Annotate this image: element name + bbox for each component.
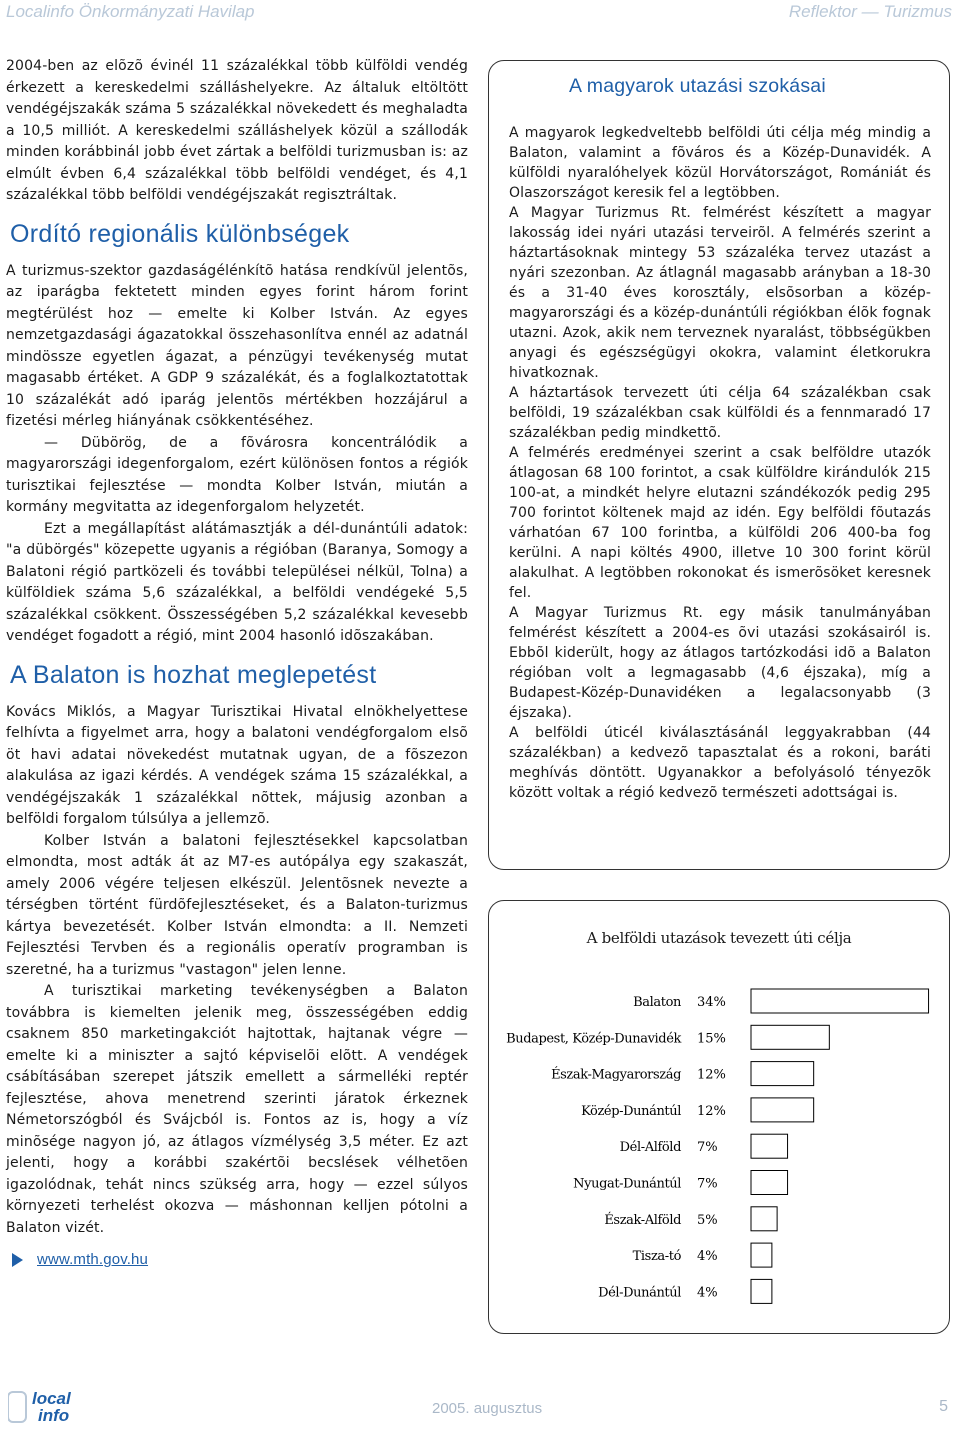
value-label: 34% [697, 995, 726, 1010]
category-label: Közép-Dunántúl [581, 1103, 681, 1119]
subheading: Ordító regionális különbségek [10, 219, 350, 248]
value-label: 12% [697, 1067, 726, 1083]
article-main [6, 56, 468, 1271]
source-link[interactable]: www.mth.gov.hu [37, 1251, 149, 1268]
paragraph: A turisztikai marketing tevékenységben a Balaton továbbra is kiemelten jelenik meg, összességében eddig csaknem 850 marketingakciót hajtottak, hajtanak végre — emelte ki a miniszter a sajtó képviselõi elõtt. A vendégek csábításában szerepet játszik emellett a sármelléki reptér fejlesztése, ahova menetrend szerinti járatok érkeznek Németorszógból és Svájcból is. Fontos az is, hogy a víz minõsége nagyon jó, az átlagos vízmélység 3,5 méter. Ez azt jelenti, hogy a korábbi szakértõi becslések vélhetõen igazolódnak, tehát nincs szükség arra, hogy — ezzel súlyos környezeti terhelést okozva — máshonnan kelljen pótolni a Balaton vizét. [6, 983, 468, 1236]
paragraph: A magyarok legkedveltebb belföldi úti célja még mindig a Balaton, valamint a fõváros és a Közép-Dunavidék. A külföldi nyaralóhelyek közül Horvátországot, Romániát és Olaszországot keresik fel a legtöbben. [509, 125, 931, 201]
paragraph: — Dübörög, de a fõvárosra koncentrálódik a magyarországi idegenforgalom, ezért különösen fontos a régiók turisztikai fejlesztése — mondta Kolber István, miután a kormány megvitatta az idegenforgalom helyzetét. [6, 434, 468, 515]
category-label: Észak-Magyarország [551, 1067, 681, 1083]
category-label: Budapest, Közép-Dunavidék [506, 1031, 681, 1047]
logo-text-1: local [32, 1389, 71, 1408]
value-label: 4% [697, 1285, 718, 1301]
bar [751, 1025, 829, 1049]
paragraph: A belföldi úticél kiválasztásánál leggyakrabban (44 százalékban) a kedvezõ tapasztalat és a rokoni, baráti meghívás döntött. Ugyanakkor a befolyásoló tényezõk között voltak a régió kedvezõ természeti adottságai is. [509, 725, 931, 801]
category-label: Nyugat-Dunántúl [573, 1176, 681, 1192]
sidebar-text [509, 123, 931, 803]
header-publication: Localinfo Önkormányzati Havilap [6, 2, 255, 21]
paragraph: 2004-ben az elõzõ évinél 11 százalékkal több külföldi vendég érkezett a kereskedelmi szálláshelyekre. Az általuk eltöltött vendégéjszakák száma 5 százalékkal növekedett és meghaladta a 10,5 milliót. A kereskedelmi szálláshelyek közül a szállodák minden korábbinál jobb évet zártak a belföldi turizmusban is: az elmúlt évben 6,4 százalékkal több belföldi vendéget, és 4,1 százalékkal több belföldi vendégéjszakát regisztráltak. [6, 58, 468, 203]
localinfo-logo [8, 1388, 100, 1428]
bar [751, 1243, 772, 1267]
chart-title: A belföldi utazások tevezett úti célja [586, 929, 852, 947]
value-label: 4% [697, 1249, 718, 1265]
header-section: Reflektor — Turizmus [788, 2, 952, 21]
category-label: Dél-Dunántúl [598, 1285, 681, 1301]
paragraph: A turizmus-szektor gazdaságélénkítõ hatása rendkívül jelentõs, az iparágba fektetett minden egyes forint három forint megtérülést hoz — emelte ki Kolber István. Az egyes nemzetgazdasági ágazatokkal összehasonlítva ennél az adatnál mindössze egyetlen ágazat, a pénzügyi tevékenység mutat magasabb értéket. A GDP 9 százalékát, és a foglalkoztatottak 10 százalékát adó iparág jelentõs mértékben hozzájárul a fizetési mérleg hiányának csökkentéséhez. [6, 262, 468, 429]
paragraph: A felmérés eredményei szerint a csak belföldre utazók átlagosan 68 100 forintot, a csak külföldre kirándulók 215 100-at, a mindkét helyre elutazni szándékozók pedig 295 700 forintot költenek majd az idén. Egy belföldi fõutazás várhatóan 67 100 forintba, a külföldi 206 400-ba fog kerülni. A napi költés 4900, illetve 10 300 forint körül alakulhat. A legtöbben rokonokat és ismerõsöket keresnek fel. [509, 445, 931, 601]
paragraph: A háztartások tervezett úti célja 64 százalékban csak belföldi, 19 százalékban csak külföldi és a fennmaradó 17 százalékban pedig mindkettõ. [509, 385, 931, 441]
source-line [6, 1249, 468, 1271]
bar [751, 1207, 777, 1231]
value-label: 12% [697, 1103, 726, 1119]
bar [751, 1062, 814, 1086]
bar-chart [489, 901, 951, 1335]
category-label: Dél-Alföld [619, 1140, 681, 1156]
sidebar-box [488, 60, 950, 870]
value-label: 7% [697, 1176, 718, 1192]
value-label: 7% [697, 1140, 718, 1156]
sidebar-title: A magyarok utazási szokásai [569, 75, 826, 97]
category-label: Balaton [633, 995, 681, 1010]
bar [751, 1279, 772, 1303]
bar [751, 1098, 814, 1122]
issue-date: 2005. augusztus [432, 1400, 543, 1417]
bar [751, 1134, 788, 1158]
paragraph: A Magyar Turizmus Rt. felmérést készített a magyar lakosság idei nyári utazási terveirõl. A felmérés szerint a háztartásoknak mintegy 53 százaléka tervez utazást a nyári szezonban. Az átlagnál magasabb arányban a 18-30 és a 31-40 éves korosztály, elsõsorban a közép-magyarországi és a közép-dunántúli régiókban élõk fognak utazni. Azok, akik nem terveznek nyaralást, többségükben anyagi és egészségügyi okokra, valamint életkorukra hivatkoznak. [509, 205, 931, 381]
value-label: 15% [697, 1031, 726, 1047]
chart-box [488, 900, 950, 1334]
value-label: 5% [697, 1212, 718, 1228]
paragraph: Ezt a megállapítást alátámasztják a dél-dunántúli adatok: "a dübörgés" közepette ugyanis a régióban (Baranya, Somogy a Balatoni régió partközeli és további települései nélkül, Tolna) a külföldiek száma 5,6 százalékkal, a belföldi vendégeké 5,5 százalékkal csökkent. Összességében 5,2 százalékkal kevesebb vendéget fogadott a régió, mint 2004 hasonló idõszakában. [6, 520, 468, 644]
subheading: A Balaton is hozhat meglepetést [10, 660, 377, 689]
logo-text-2: info [38, 1406, 70, 1424]
bar [751, 1171, 788, 1195]
bar [751, 989, 929, 1013]
page-number: 5 [939, 1398, 948, 1415]
paragraph: Kovács Miklós, a Magyar Turisztikai Hivatal elnökhelyettese felhívta a figyelmet arra, hogy a balatoni vendégforgalom elsõ öt havi adatai növekedést mutatnak ugyan, de a fõszezon alakulása az igazi kérdés. A vendégek száma 15 százalékkal, a vendégéjszakák 1 százalékkal nõttek, májusig azonban a belföldi forgalom túlsúlya a jellemzõ. [6, 703, 468, 827]
paragraph: Kolber István a balatoni fejlesztésekkel kapcsolatban elmondta, most adták át az M7-es autópálya egy szakaszát, amely 2006 végére teljesen elkészül. Jelentõsnek nevezte a térségben történt fürdõfejlesztéseket, és a Balaton-turizmus kártya bevezetését. Kolber István elmondta: a II. Nemzeti Fejlesztési Tervben és a regionális operatív programban is szeretné, ha a turizmus "vastagon" jelen lenne. [6, 832, 468, 978]
arrow-right-icon [12, 1253, 23, 1267]
category-label: Tisza-tó [632, 1249, 681, 1265]
category-label: Észak-Alföld [604, 1212, 681, 1228]
paragraph: A Magyar Turizmus Rt. egy másik tanulmányában felmérést készített a 2004-es õvi utazási szokásairól is. Ebbõl kiderült, hogy az átlagos tartózkodási idõ a Balaton régióban volt a legmagasabb (4,6 éjszaka), míg a Budapest-Közép-Dunavidéken a legalacsonyabb (3 éjszaka). [509, 605, 931, 721]
